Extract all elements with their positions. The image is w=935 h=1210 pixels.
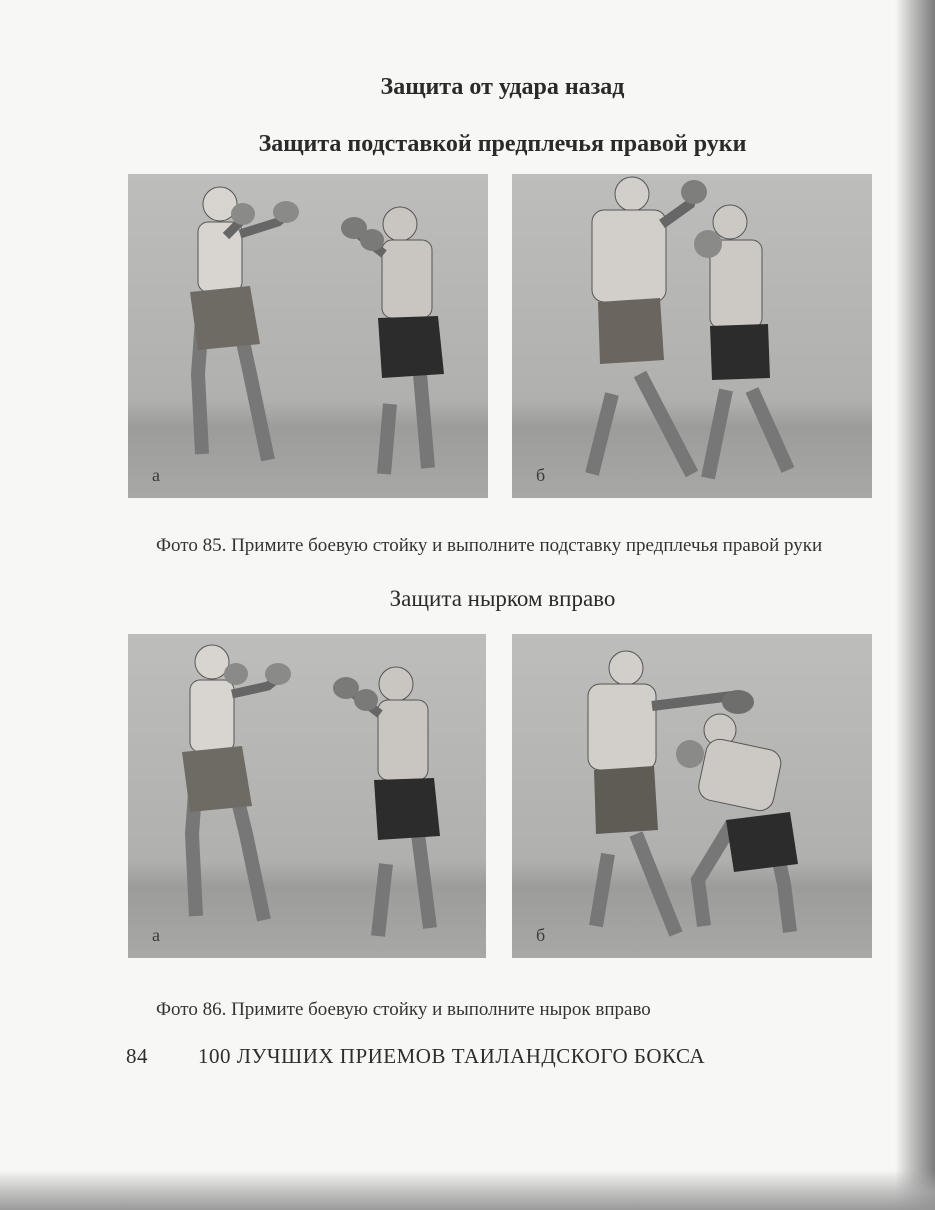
photo-86a bbox=[128, 634, 486, 958]
forearm-block-illustration bbox=[512, 174, 872, 498]
scan-edge-shadow-bottom bbox=[0, 1170, 935, 1210]
photo-86b bbox=[512, 634, 872, 958]
section-title: Защита от удара назад bbox=[380, 74, 625, 100]
figure-caption-85: Фото 85. Примите боевую стойку и выполните подставку предплечья правой руки bbox=[156, 535, 823, 556]
subsection-title-forearm-block: Защита подставкой предплечья правой руки bbox=[258, 131, 747, 157]
slip-right-illustration bbox=[512, 634, 872, 958]
photo-label: а bbox=[152, 925, 160, 945]
page-footer bbox=[126, 1044, 705, 1069]
photo-label: б bbox=[536, 465, 546, 485]
page-number: 84 bbox=[126, 1044, 148, 1068]
scan-edge-shadow-right bbox=[895, 0, 935, 1210]
photo-85a bbox=[128, 174, 488, 498]
photo-label: б bbox=[536, 925, 546, 945]
photo-85b bbox=[512, 174, 872, 498]
figure-caption-86: Фото 86. Примите боевую стойку и выполните нырок вправо bbox=[156, 999, 651, 1020]
photo-label: а bbox=[152, 465, 160, 485]
boxers-stance-illustration bbox=[128, 634, 486, 958]
book-title: 100 ЛУЧШИХ ПРИЕМОВ ТАИЛАНДСКОГО БОКСА bbox=[198, 1044, 706, 1068]
boxers-stance-illustration bbox=[128, 174, 488, 498]
subsection-title-slip-right: Защита нырком вправо bbox=[389, 586, 616, 611]
